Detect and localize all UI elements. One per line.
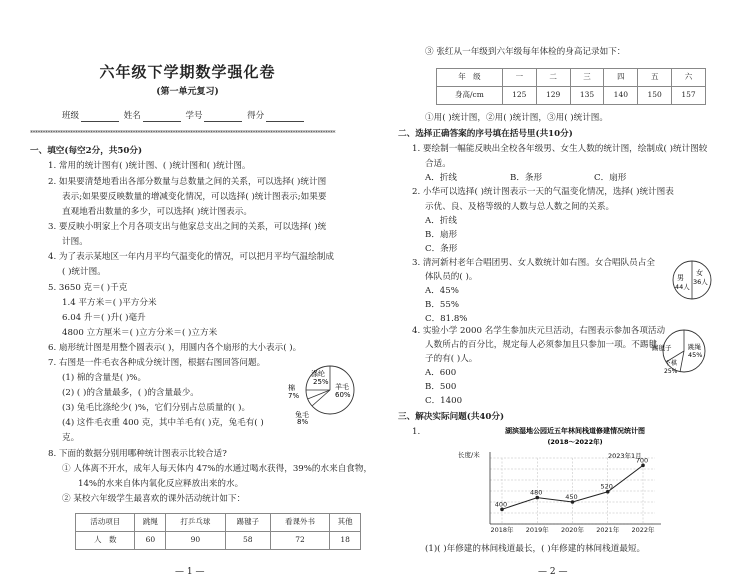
page-number-left: — 1 —	[175, 567, 205, 577]
section-1-heading: 一、填空(每空2分，共50分)	[30, 146, 143, 156]
table-cell: 90	[166, 532, 225, 550]
question-6: 6. 扇形统计图是用整个圆表示( )，用圆内各个扇形的大小表示( )。	[48, 343, 302, 353]
page-title: 六年级下学期数学强化卷	[99, 63, 276, 81]
table-cell: 打乒乓球	[166, 514, 225, 532]
data-label: 700	[635, 456, 649, 465]
choice-4-line-1: 4. 实验小学 2000 名学生参加庆元旦活动，右图表示参加各项活动	[412, 326, 666, 336]
choice-4-option-c: C．1400	[425, 396, 463, 406]
table-cell: 五	[638, 69, 672, 87]
table-cell: 年 级	[437, 69, 503, 87]
page-subtitle: (第一单元复习)	[156, 87, 219, 97]
activity-rope-label: 跳绳	[688, 343, 701, 351]
choice-3-option-a: A．45%	[425, 286, 459, 296]
table-cell: 人 数	[76, 532, 135, 550]
table-cell: 六	[672, 69, 706, 87]
table-cell: 其他	[330, 514, 361, 532]
activity-pie-chart	[652, 328, 712, 376]
x-tick-label: 2018年	[490, 526, 514, 534]
question-5-line-4: 4800 立方厘米＝( )立方分米＝( )立方米	[62, 328, 218, 338]
table-cell: 58	[225, 532, 270, 550]
section-3-heading: 三、解决实际问题(共40分)	[398, 412, 505, 422]
problem-1-question: (1)( )年修建的林间栈道最长，( )年修建的林间栈道最短。	[425, 544, 646, 554]
choice-3-option-b: B．55%	[425, 300, 460, 310]
chart-subtitle: (2018～2022年)	[547, 438, 603, 446]
question-8-3: ③ 张红从一年级到六年级每年体检的身高记录如下：	[425, 47, 626, 57]
table-header-row	[437, 69, 706, 87]
question-7-3: (3) 兔毛比涤纶少( )%，它们分别占总质量的( )。	[62, 403, 251, 413]
data-label: 520	[600, 482, 613, 491]
page-number-right: — 2 —	[538, 567, 568, 577]
x-tick-label: 2021年	[596, 526, 620, 534]
data-label: 480	[530, 488, 543, 497]
choir-female-count: 36人	[693, 278, 708, 286]
choice-2-option-c: C．条形	[425, 244, 458, 254]
choice-3-line-2: 体队员的( )。	[425, 272, 478, 282]
question-4-line-2: ( )统计图。	[62, 267, 106, 277]
table-cell: 身高/cm	[437, 87, 503, 105]
choice-4-option-a: A．600	[425, 368, 457, 378]
choice-4-option-b: B．500	[425, 382, 457, 392]
choice-4-line-3: 子的有( )人。	[425, 354, 478, 364]
pie-label-polyester: 涤纶	[311, 370, 325, 378]
section-2-heading: 二、选择正确答案的序号填在括号里(共10分)	[398, 129, 573, 139]
question-8: 8. 下面的数据分别用哪种统计图表示比较合适?	[48, 449, 227, 459]
table-cell: 一	[502, 69, 536, 87]
choir-male-label: 男	[677, 274, 684, 282]
choice-2-line-2: 示优、良、及格等级的人数与总人数之间的关系。	[425, 202, 615, 212]
question-8-2: ② 某校六年级学生最喜欢的课外活动统计如下：	[62, 494, 246, 504]
choir-female-label: 女	[696, 269, 703, 277]
table-cell: 三	[570, 69, 604, 87]
boardwalk-line-chart	[450, 424, 690, 540]
table-cell: 72	[270, 532, 329, 550]
number-label: 学号	[185, 111, 203, 121]
choice-3-line-1: 3. 清河新村老年合唱团男、女人数统计如右图。女合唱队员占全	[412, 258, 655, 268]
number-field[interactable]	[204, 112, 242, 122]
data-label: 450	[565, 493, 578, 501]
activity-chess-label: 下棋	[665, 360, 678, 367]
choice-1-option-a: A．折线	[425, 173, 457, 183]
table-header-row	[76, 514, 361, 532]
name-field[interactable]	[143, 112, 181, 122]
choice-1-line-2: 合适。	[425, 159, 451, 169]
choice-1-line-1: 1. 要绘制一幅能反映出全校各年级男、女生人数的统计图，绘制成( )统计图较	[412, 144, 708, 154]
x-tick-label: 2022年	[631, 526, 655, 534]
choir-male-count: 44人	[675, 283, 690, 291]
activity-rope-pct: 45%	[688, 351, 703, 359]
table-row	[437, 87, 706, 105]
table-cell: 150	[638, 87, 672, 105]
score-field[interactable]	[266, 112, 304, 122]
table-cell: 135	[570, 87, 604, 105]
choice-2-line-1: 2. 小华可以选择( )统计图表示一天的气温变化情况，选择( )统计图表	[412, 187, 674, 197]
height-table	[436, 68, 706, 105]
pie-pct-polyester: 25%	[313, 378, 329, 386]
question-2-line-1: 2. 如果要清楚地看出各部分数量与总数量之间的关系，可以选择( )统计图	[48, 177, 327, 187]
pie-label-rabbit: 兔毛	[295, 411, 309, 419]
table-cell: 129	[536, 87, 570, 105]
choice-1-option-b: B．条形	[510, 173, 543, 183]
choice-4-line-2: 人数所占的百分比，规定每人必须参加且只参加一项。不踢毽	[425, 340, 658, 350]
activity-table	[75, 513, 361, 550]
question-2-line-2: 表示;如果要反映数量的增减变化情况，可以选择( )统计图表示;如果要	[62, 192, 327, 202]
table-cell: 157	[672, 87, 706, 105]
question-7-4-line-1: (4) 这件毛衣重 400 克，其中羊毛有( )克，兔毛有( )	[62, 418, 264, 428]
question-1: 1. 常用的统计图有( )统计图、( )统计图和( )统计图。	[48, 161, 251, 171]
choice-1-option-c: C．扇形	[594, 173, 627, 183]
question-7-4-line-2: 克。	[62, 433, 80, 443]
class-field[interactable]	[81, 112, 119, 122]
table-cell: 60	[135, 532, 166, 550]
chart-ylabel: 长度/米	[458, 451, 480, 459]
activity-chess-pct: 25%	[664, 368, 678, 375]
student-info-line	[62, 111, 306, 122]
table-cell: 活动项目	[76, 514, 135, 532]
choir-pie-chart	[672, 258, 712, 302]
choice-2-option-a: A．折线	[425, 216, 457, 226]
choice-3-option-c: C．81.8%	[425, 314, 468, 324]
table-cell: 四	[604, 69, 638, 87]
question-3-line-1: 3. 要反映小明家上个月各项支出与他家总支出之间的关系，可以选择( )统	[48, 222, 327, 232]
question-2-line-3: 直观地看出数量的多少，可以选择( )统计图表示。	[62, 207, 252, 217]
table-cell: 踢毽子	[225, 514, 270, 532]
chart-title: 湖滨湿地公园近五年林间栈道修建情况统计图	[505, 427, 645, 435]
pie-pct-wool: 60%	[335, 391, 351, 399]
table-cell: 跳绳	[135, 514, 166, 532]
pie-pct-cotton: 7%	[288, 392, 300, 400]
activity-shuttlecock-label: 踢毽子	[652, 344, 672, 352]
table-cell: 140	[604, 87, 638, 105]
table-cell: 二	[536, 69, 570, 87]
choice-2-option-b: B．扇形	[425, 230, 458, 240]
pie-pct-rabbit: 8%	[297, 418, 309, 425]
chart-annotation: 2023年1月	[608, 452, 642, 460]
name-label: 姓名	[123, 111, 141, 121]
question-7-1: (1) 棉的含量是( )%。	[62, 373, 147, 383]
score-label: 得分	[247, 111, 265, 121]
question-7-2: (2) ( )的含量最多，( )的含量最少。	[62, 388, 199, 398]
question-5-line-3: 6.04 升＝( )升( )毫升	[62, 313, 146, 323]
table-cell: 看课外书	[270, 514, 329, 532]
question-8-1-line-1: ① 人体离不开水，成年人每天体内 47%的水通过喝水获得，39%的水来自食物，	[62, 464, 373, 474]
x-tick-label: 2019年	[525, 526, 549, 534]
table-cell: 18	[330, 532, 361, 550]
question-4-line-1: 4. 为了表示某地区一年内月平均气温变化的情况，可以把月平均气温绘制成	[48, 252, 334, 262]
question-5-line-1: 5. 3650 克＝( )千克	[48, 283, 128, 293]
question-5-line-2: 1.4 平方米＝( )平方分米	[62, 298, 157, 308]
class-label: 班级	[62, 111, 80, 121]
question-7: 7. 右图是一件毛衣各种成分统计图，根据右图回答问题。	[48, 358, 266, 368]
data-label: 400	[494, 500, 508, 509]
problem-1-number: 1.	[412, 427, 421, 437]
pie-label-cotton: 棉	[288, 384, 295, 392]
question-8-1-line-2: 14%的水来自体内氧化反应释放出来的水。	[78, 479, 244, 489]
table-cell: 125	[502, 87, 536, 105]
star-divider: **************************************************************************************************************************	[30, 130, 335, 137]
question-8-answers: ①用( )统计图，②用( )统计图，③用( )统计图。	[425, 113, 608, 123]
question-3-line-2: 计图。	[62, 237, 88, 247]
table-row	[76, 532, 361, 550]
pie-label-wool: 羊毛	[335, 383, 349, 391]
sweater-pie-chart	[285, 360, 365, 425]
x-tick-label: 2020年	[560, 526, 585, 534]
